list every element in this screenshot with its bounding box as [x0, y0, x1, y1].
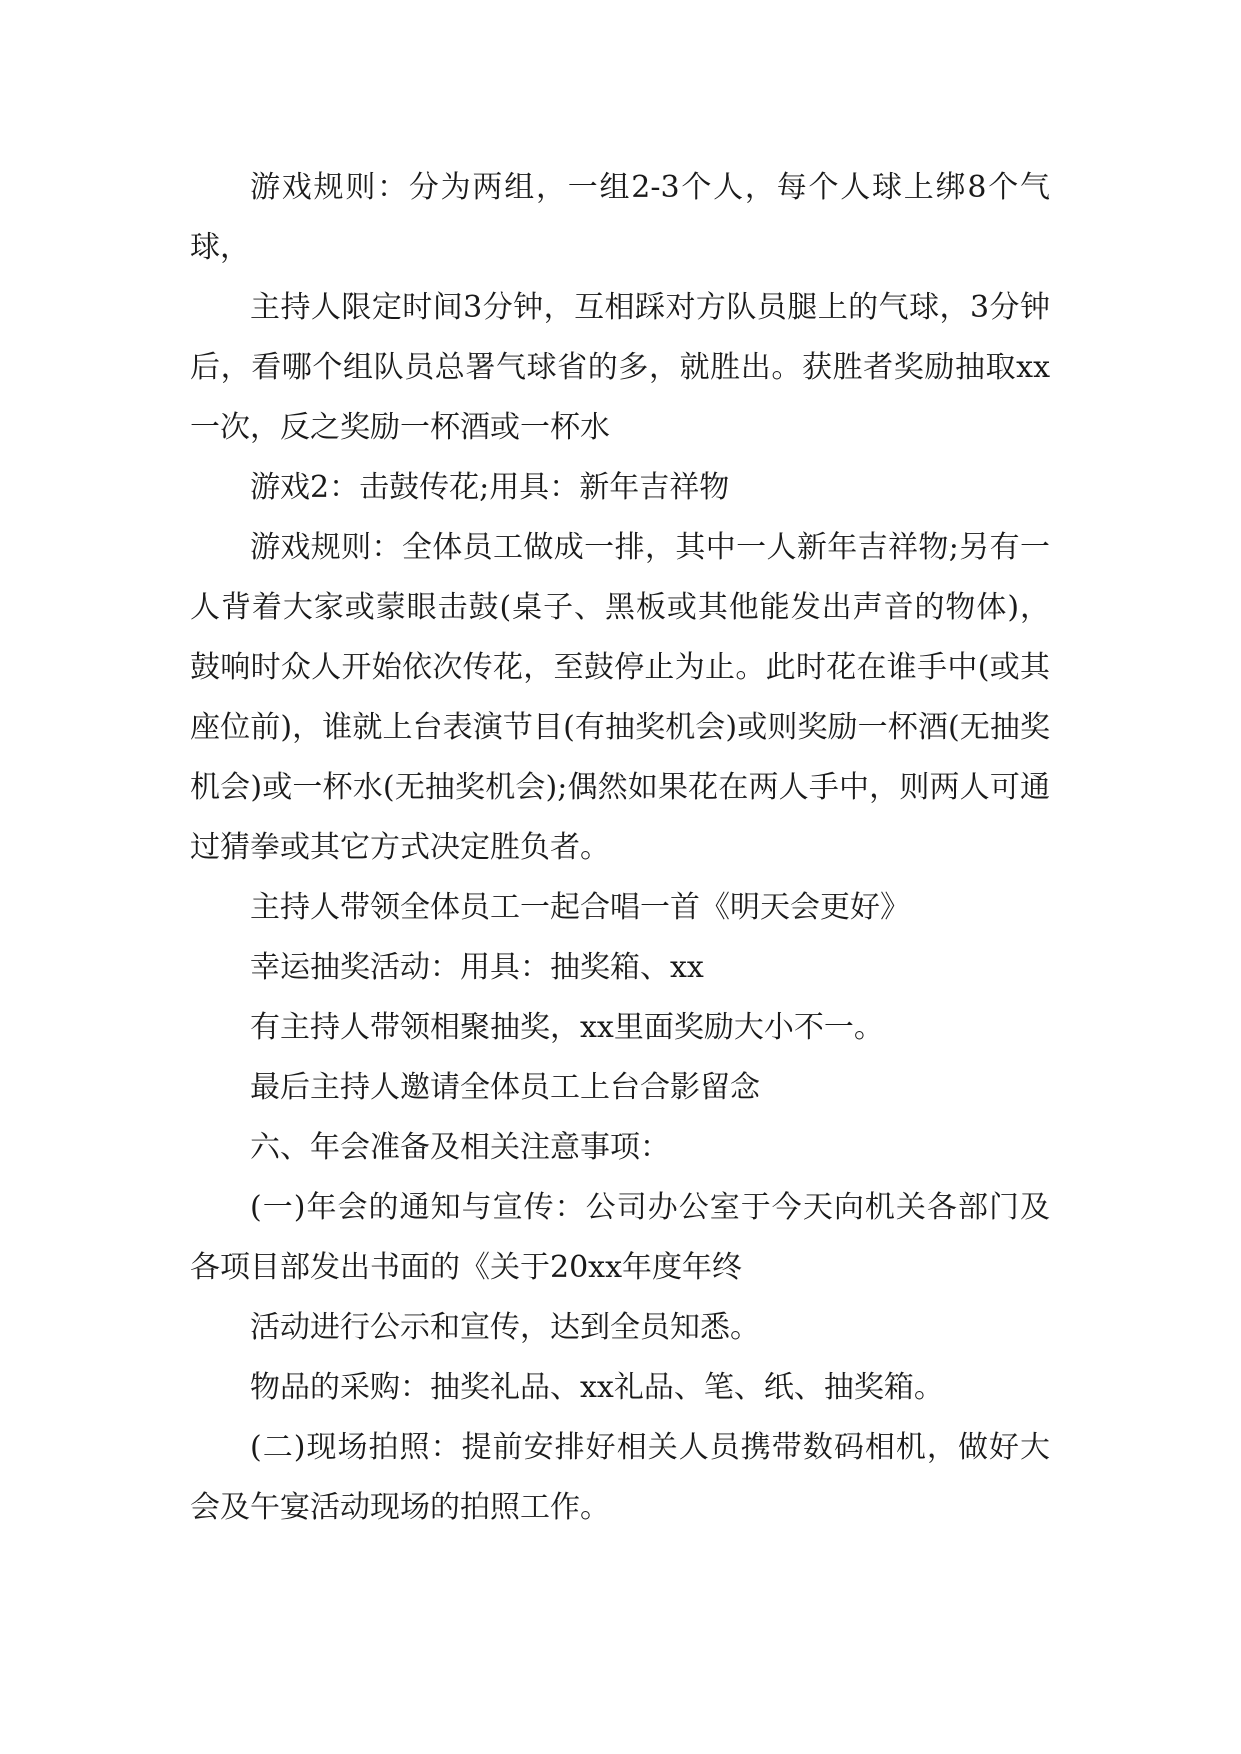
paragraph-group-photo: 最后主持人邀请全体员工上台合影留念: [250, 1070, 760, 1105]
paragraph-notice-publicity: (一)年会的通知与宣传：公司办公室于今天向机关各部门及各项目部发出书面的《关于20xx年度年终: [190, 1190, 1050, 1285]
paragraph-game-rules-1: 游戏规则：分为两组，一组2-3个人，每个人球上绑8个气球，: [190, 170, 1050, 265]
paragraph-game-rules-2: 游戏规则：全体员工做成一排，其中一人新年吉祥物;另有一人背着大家或蒙眼击鼓(桌子、黑板或其他能发出声音的物体)，鼓响时众人开始依次传花，至鼓停止为止。此时花在谁手中(或其座位前)，谁就上台表演节目(有抽奖机会)或则奖励一杯酒(无抽奖机会)或一杯水(无抽奖机会);偶然如果花在两人手中，则两人可通过猜拳或其它方式决定胜负者。: [190, 530, 1050, 865]
paragraph-draw-host: 有主持人带领相聚抽奖，xx里面奖励大小不一。: [250, 1010, 884, 1045]
paragraph-lucky-draw: 幸运抽奖活动：用具：抽奖箱、xx: [250, 950, 704, 985]
paragraph-procurement: 物品的采购：抽奖礼品、xx礼品、笔、纸、抽奖箱。: [250, 1370, 944, 1405]
document-body: [190, 158, 1050, 1538]
paragraph-publicity-result: 活动进行公示和宣传，达到全员知悉。: [250, 1310, 760, 1345]
paragraph-chorus: 主持人带领全体员工一起合唱一首《明天会更好》: [250, 890, 910, 925]
section-heading-preparation: 六、年会准备及相关注意事项：: [250, 1130, 670, 1165]
paragraph-game-2-title: 游戏2：击鼓传花;用具：新年吉祥物: [250, 470, 730, 505]
paragraph-photography: (二)现场拍照：提前安排好相关人员携带数码相机，做好大会及午宴活动现场的拍照工作。: [190, 1430, 1050, 1525]
paragraph-host-time-limit: 主持人限定时间3分钟，互相踩对方队员腿上的气球，3分钟后，看哪个组队员总署气球省的多，就胜出。获胜者奖励抽取xx一次，反之奖励一杯酒或一杯水: [190, 290, 1050, 445]
